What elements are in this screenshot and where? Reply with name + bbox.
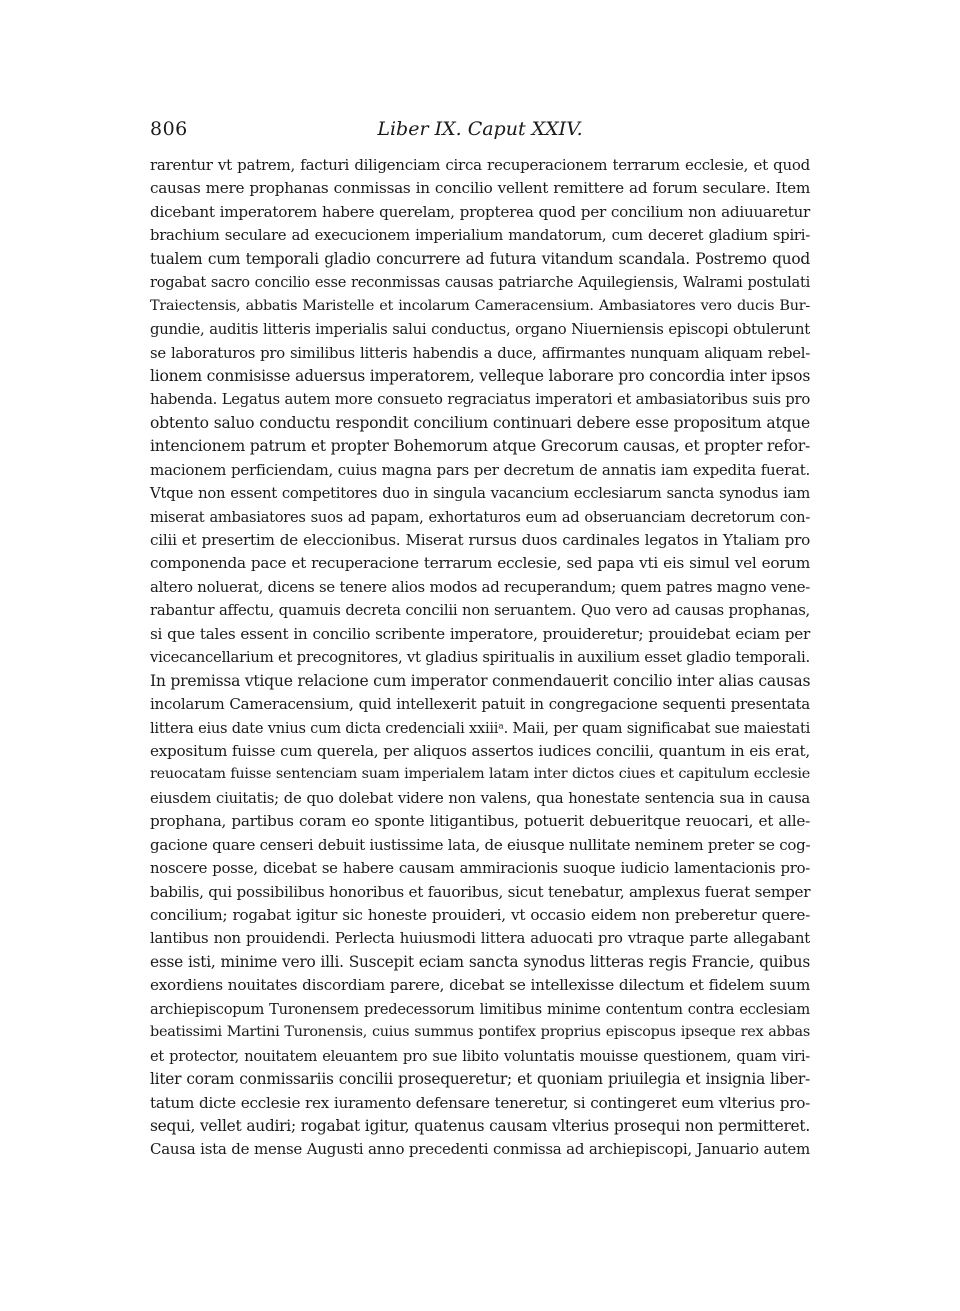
text-line: exordiens nouitates discordiam parere, dicebat se intellexisse dilectum et fidelem suum <box>150 976 810 995</box>
text-line: rabantur affectu, quamuis decreta concilii non seruantem. Quo vero ad causas prophanas, <box>150 602 810 620</box>
text-line: componenda pace et recuperacione terrarum ecclesie, sed papa vti eis simul vel eorum <box>150 554 810 573</box>
page-header <box>150 118 810 144</box>
text-line: lionem conmisisse aduersus imperatorem, velleque laborare pro concordia inter ipsos <box>150 366 811 385</box>
text-line: rarentur vt patrem, facturi diligenciam circa recuperacionem terrarum ecclesie, et quod <box>150 156 810 174</box>
text-line: et protector, nouitatem eleuantem pro sue libito voluntatis mouisse questionem, quam viri- <box>150 1047 810 1065</box>
running-title: Liber IX. Caput XXIV. <box>377 118 583 140</box>
text-line: littera eius date vnius cum dicta credenciali xxiiiᵃ. Maii, per quam significabat sue maiestati <box>150 719 810 737</box>
body-text <box>150 154 810 1162</box>
text-line: lantibus non prouidendi. Perlecta huiusmodi littera aduocati pro vtraque parte allegabant <box>150 930 810 948</box>
text-line: altero noluerat, dicens se tenere alios modos ad recuperandum; quem patres magno vene- <box>150 578 810 596</box>
text-line: incolarum Cameracensium, quid intellexerit patuit in congregacione sequenti presentata <box>150 695 810 714</box>
text-line: tualem cum temporali gladio concurrere ad futura vitandum scandala. Postremo quod <box>150 249 810 268</box>
text-line: archiepiscopum Turonensem predecessorum limitibus minime contentum contra ecclesiam <box>150 1000 810 1018</box>
text-line: Traiectensis, abbatis Maristelle et incolarum Cameracensium. Ambasiatores vero ducis Bur- <box>150 297 810 314</box>
text-line: miserat ambasiatores suos ad papam, exhortaturos eum ad obseruanciam decretorum con- <box>150 508 810 526</box>
text-line: concilium; rogabat igitur sic honeste prouideri, vt occasio eidem non preberetur quere- <box>150 906 810 924</box>
text-line: gundie, auditis litteris imperialis salui conductus, organo Niuerniensis episcopi obtulerunt <box>150 321 810 339</box>
text-line: Vtque non essent competitores duo in singula vacancium ecclesiarum sancta synodus iam <box>150 485 810 503</box>
text-line: intencionem patrum et propter Bohemorum atque Grecorum causas, et propter refor- <box>150 437 810 456</box>
text-line: expositum fuisse cum querela, per aliquos assertos iudices concilii, quantum in eis erat, <box>150 741 810 760</box>
text-line: macionem perficiendam, cuius magna pars per decretum de annatis iam expedita fuerat. <box>150 460 810 479</box>
text-line: causas mere prophanas conmissas in concilio vellent remittere ad forum seculare. Item <box>150 179 810 198</box>
text-line: prophana, partibus coram eo sponte litigantibus, potuerit debueritque reuocari, et alle- <box>150 812 810 831</box>
text-line: habenda. Legatus autem more consueto regraciatus imperatori et ambasiatoribus suis pro <box>150 391 810 409</box>
text-line: se laboraturos pro similibus litteris habendis a duce, affirmantes nunquam aliquam rebel- <box>150 344 810 362</box>
text-line: liter coram conmissariis concilii prosequeretur; et quoniam priuilegia et insignia liber- <box>150 1070 810 1089</box>
text-line: noscere posse, dicebat se habere causam ammiracionis suoque iudicio lamentacionis pro- <box>150 860 810 878</box>
text-line: rogabat sacro concilio esse reconmissas causas patriarche Aquilegiensis, Walrami postulati <box>150 274 810 292</box>
text-line: reuocatam fuisse sentenciam suam imperialem latam inter dictos ciues et capitulum ecclesie <box>150 766 810 783</box>
text-line: Causa ista de mense Augusti anno precedenti conmissa ad archiepiscopi, Januario autem <box>150 1140 810 1159</box>
page-number: 806 <box>150 118 188 140</box>
text-line: cilii et presertim de eleccionibus. Miserat rursus duos cardinales legatos in Ytaliam pro <box>150 531 810 549</box>
text-line: In premissa vtique relacione cum imperator conmendauerit concilio inter alias causas <box>150 671 811 690</box>
text-line: beatissimi Martini Turonensis, cuius summus pontifex proprius episcopus ipseque rex abbas <box>150 1024 810 1041</box>
text-line: gacione quare censeri debuit iustissime lata, de eiusque nullitate neminem preter se cog- <box>150 835 811 854</box>
text-line: vicecancellarium et precognitores, vt gladius spiritualis in auxilium esset gladio temporali. <box>150 649 810 667</box>
text-line: tatum dicte ecclesie rex iuramento defensare teneretur, si contingeret eum vlterius pro- <box>150 1093 810 1112</box>
text-line: brachium seculare ad execucionem imperialium mandatorum, cum deceret gladium spiri- <box>150 227 810 245</box>
text-line: babilis, qui possibilibus honoribus et fauoribus, sicut tenebatur, amplexus fuerat semper <box>150 882 811 901</box>
text-line: esse isti, minime vero illi. Suscepit eciam sancta synodus litteras regis Francie, quibus <box>150 952 810 971</box>
text-line: sequi, vellet audiri; rogabat igitur, quatenus causam vlterius prosequi non permitteret. <box>150 1116 810 1135</box>
text-line: obtento saluo conductu respondit concilium continuari debere esse propositum atque <box>150 413 810 432</box>
text-line: eiusdem ciuitatis; de quo dolebat videre non valens, qua honestate sentencia sua in causa <box>150 789 810 807</box>
text-line: si que tales essent in concilio scribente imperatore, prouideretur; prouidebat eciam per <box>150 624 810 643</box>
text-line: dicebant imperatorem habere querelam, propterea quod per concilium non adiuuaretur <box>150 202 810 221</box>
